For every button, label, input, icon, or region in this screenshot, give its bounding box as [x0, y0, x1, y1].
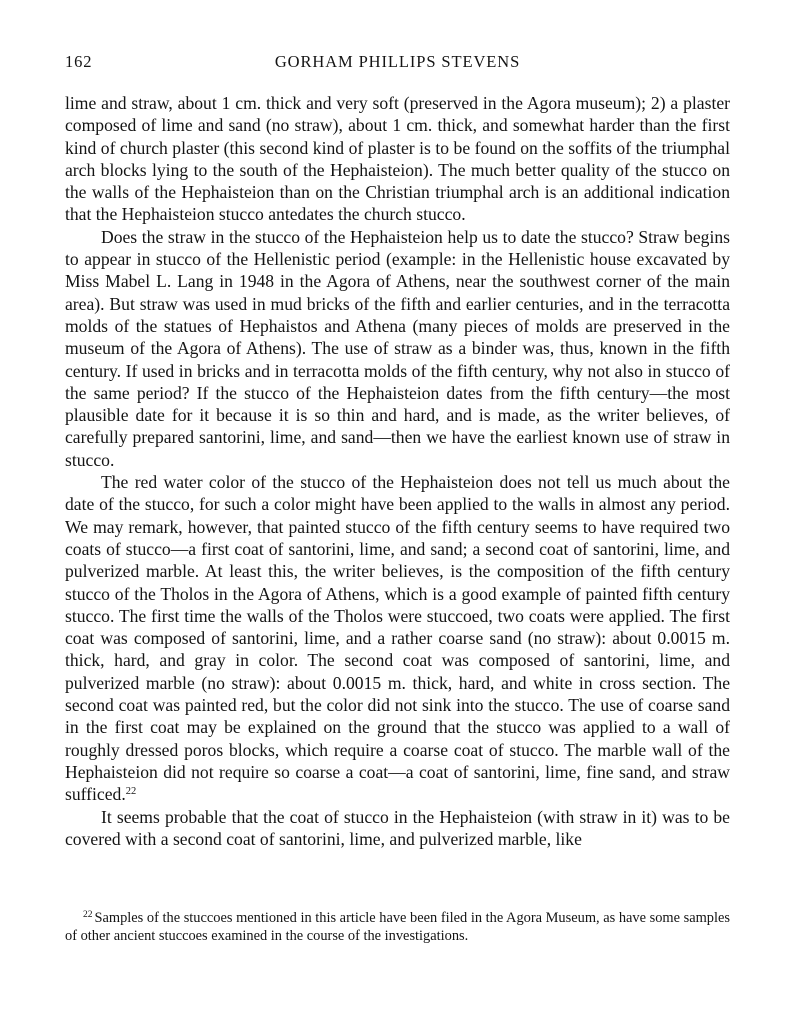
- footnotes: [65, 909, 730, 946]
- footnote-reference: 22: [125, 786, 137, 798]
- body-text: [65, 92, 730, 850]
- paragraph-text: Does the straw in the stucco of the Hephaisteion help us to date the stucco? Straw begins to appear in stucco of the Hellenistic period (example: in the Hellenistic house excavated by Miss Mabel L. Lang in 1948 in the Agora of Athens, near the southwest corner of the main area). But straw was used in mud bricks of the fifth and earlier centuries, and in the terracotta molds of the statues of Hephaistos and Athena (many pieces of molds are preserved in the museum of the Agora of Athens). The use of straw as a binder was, thus, known in the fifth century. If used in bricks and in terracotta molds of the fifth century, why not also in stucco of the same period? If the stucco of the Hephaisteion dates from the fifth century—the most plausible date for it because it is so thin and hard, and is made, as the writer believes, of carefully prepared santorini, lime, and sand—then we have the earliest known use of straw in stucco.: [65, 226, 730, 470]
- footnote-mark: 22: [83, 910, 93, 920]
- paragraph-straw-dating: [65, 226, 730, 471]
- paragraph-red-color: [65, 471, 730, 805]
- paragraph-text: lime and straw, about 1 cm. thick and very soft (preserved in the Agora museum); 2) a plaster composed of lime and sand (no straw), about 1 cm. thick, and somewhat harder than the first kind of church plaster (this second kind of plaster is to be found on the soffits of the triumphal arch blocks lying to the south of the Hephaisteion). The much better quality of the stucco on the walls of the Hephaisteion than on the Christian triumphal arch is an additional indication that the Hephaisteion stucco antedates the church stucco.: [65, 93, 730, 225]
- paragraph-text: It seems probable that the coat of stucco in the Hephaisteion (with straw in it) was to be covered with a second coat of santorini, lime, and pulverized marble, like: [65, 806, 730, 849]
- footnote: [65, 909, 730, 946]
- page: [65, 52, 730, 850]
- paragraph-continued: [65, 92, 730, 226]
- footnote-text: Samples of the stuccoes mentioned in this article have been filed in the Agora Museum, as have some samples of other ancient stuccoes examined in the course of the investigations.: [65, 910, 730, 945]
- paragraph-second-coat: [65, 806, 730, 851]
- page-number: 162: [65, 52, 93, 71]
- paragraph-text: The red water color of the stucco of the Hephaisteion does not tell us much about the date of the stucco, for such a color might have been applied to the walls in almost any period. We may remark, however, that painted stucco of the fifth century seems to have required two coats of stucco—a first coat of santorini, lime, and sand; a second coat of santorini, lime, and pulverized marble. At least this, the writer believes, is the composition of the fifth century stucco of the Tholos in the Agora of Athens, which is a good example of painted fifth century stucco. The first time the walls of the Tholos were stuccoed, two coats were applied. The first coat was composed of santorini, lime, and a rather coarse sand (no straw): about 0.0015 m. thick, hard, and gray in color. The second coat was composed of santorini, lime, and pulverized marble (no straw): about 0.0015 m. thick, hard, and white in cross section. The second coat was painted red, but the color did not sink into the stucco. The use of coarse sand in the first coat may be explained on the ground that the stucco was applied to a wall of roughly dressed poros blocks, which require a coarse coat of stucco. The marble wall of the Hephaisteion did not require so coarse a coat—a coat of santorini, lime, fine sand, and straw sufficed.: [65, 472, 730, 805]
- running-head: [65, 52, 730, 76]
- running-title: GORHAM PHILLIPS STEVENS: [274, 52, 521, 71]
